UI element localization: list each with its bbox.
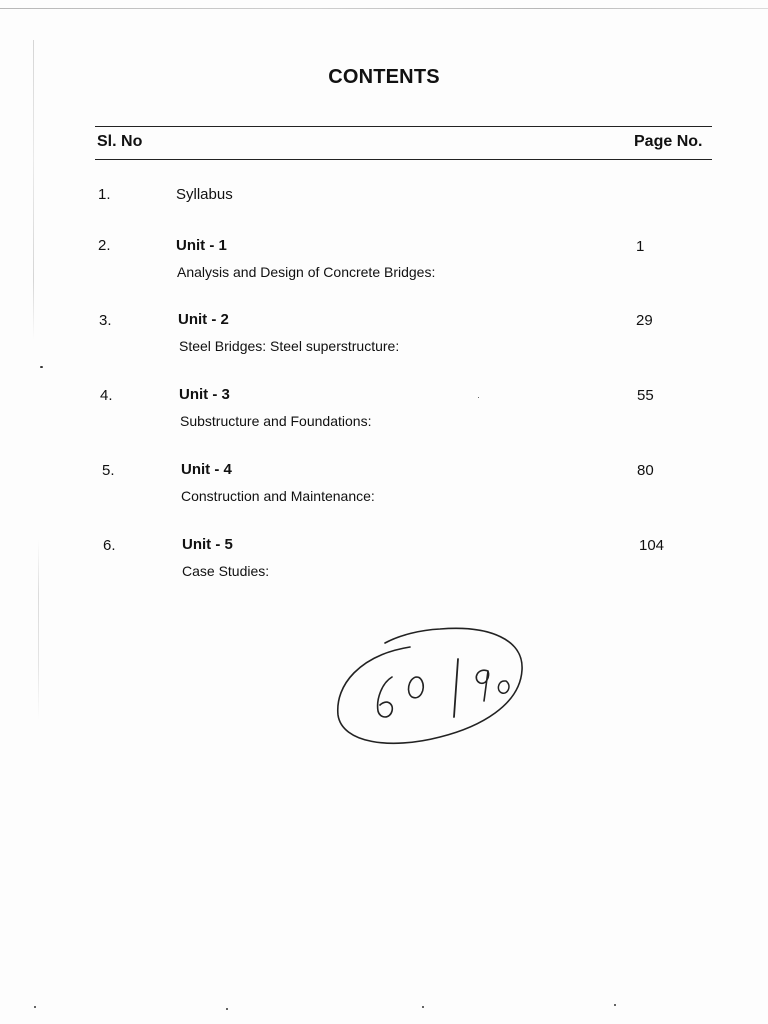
scan-speck — [422, 1006, 424, 1008]
row-page-number: 55 — [637, 387, 654, 404]
scan-speck — [614, 1004, 616, 1006]
row-heading: Unit - 1 — [176, 237, 227, 254]
scan-speck — [478, 397, 479, 398]
scan-edge-left-lower — [38, 540, 39, 720]
row-number: 1. — [98, 186, 111, 203]
row-heading: Syllabus — [176, 186, 233, 203]
handwritten-score-mark — [330, 615, 530, 750]
row-heading: Unit - 5 — [182, 536, 233, 553]
row-number: 5. — [102, 462, 115, 479]
row-number: 2. — [98, 237, 111, 254]
header-rule-bottom — [95, 159, 712, 160]
row-subtitle: Steel Bridges: Steel superstructure: — [179, 338, 400, 354]
row-page-number: 29 — [636, 312, 653, 329]
scan-speck — [40, 366, 43, 368]
row-number: 4. — [100, 387, 113, 404]
row-heading: Unit - 3 — [179, 386, 230, 403]
header-rule-top — [95, 126, 712, 127]
row-page-number: 1 — [636, 238, 645, 255]
row-subtitle: Analysis and Design of Concrete Bridges: — [177, 264, 436, 280]
scan-speck — [34, 1006, 36, 1008]
column-header-sl-no: Sl. No — [97, 133, 143, 150]
row-number: 6. — [103, 537, 116, 554]
row-subtitle: Construction and Maintenance: — [181, 488, 375, 504]
row-page-number: 104 — [639, 537, 665, 554]
row-heading: Unit - 2 — [178, 311, 229, 328]
row-number: 3. — [99, 312, 112, 329]
column-header-page-no: Page No. — [634, 133, 703, 150]
row-subtitle: Case Studies: — [182, 563, 270, 579]
row-page-number: 80 — [637, 462, 654, 479]
scan-edge-top — [0, 8, 768, 9]
page-title: CONTENTS — [328, 66, 440, 88]
scan-speck — [226, 1008, 228, 1010]
row-heading: Unit - 4 — [181, 461, 232, 478]
row-subtitle: Substructure and Foundations: — [180, 413, 372, 429]
